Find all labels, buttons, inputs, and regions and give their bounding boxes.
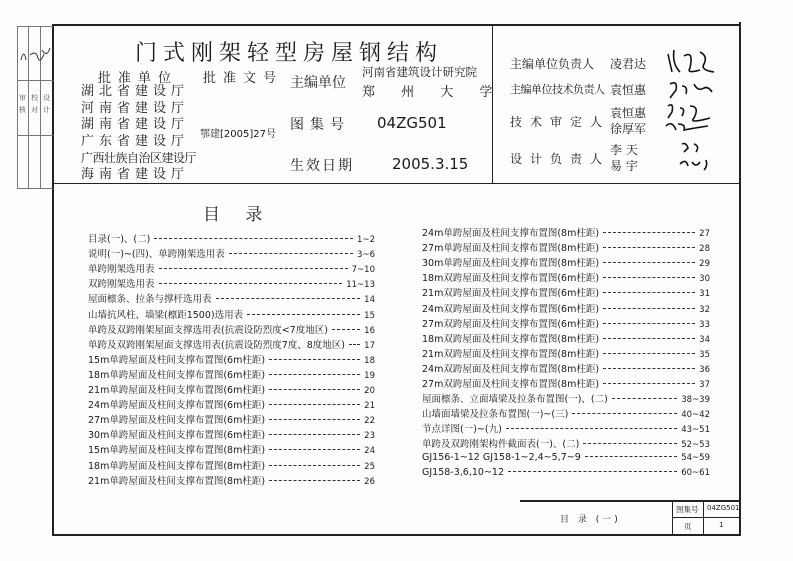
toc-entry-page: 22 <box>364 416 375 427</box>
leader-dashes <box>603 338 695 339</box>
toc-entry-title: 27m双跨屋面及柱间支撑布置图(6m柱距) <box>422 318 600 330</box>
strip-label: 校对 <box>31 94 38 114</box>
toc-entry <box>88 367 375 381</box>
page-number: 1 <box>719 521 724 529</box>
leader-dashes <box>229 253 353 254</box>
toc-entry-title: 目录(一)、(二) <box>88 234 151 245</box>
toc-entry-page: 26 <box>364 476 375 487</box>
toc-entry-title: 24m双跨屋面及柱间支撑布置图(8m柱距) <box>422 363 600 375</box>
toc-entry <box>422 255 710 269</box>
atlas-no-label: 图集号 <box>290 117 350 133</box>
date-label: 生效日期 <box>290 158 354 174</box>
toc-entry-title: 山墙抗风柱、墙梁(檩距1500)选用表 <box>88 309 244 321</box>
toc-entry <box>422 331 710 345</box>
editor: 河南省建筑设计研究院 <box>362 65 477 79</box>
leader-dashes <box>583 443 677 444</box>
toc-entry-page: 14 <box>364 295 375 306</box>
signatures <box>660 44 740 174</box>
toc-entry <box>88 397 375 411</box>
toc-entry-page: 1~2 <box>357 235 375 245</box>
approval-doc-label: 批准文号 <box>203 71 284 86</box>
leader-dashes <box>612 398 677 399</box>
toc-entry <box>422 346 710 360</box>
toc-entry-title: 30m单跨屋面及柱间支撑布置图(8m柱距) <box>422 258 600 270</box>
toc-entry-title: 18m单跨屋面及柱间支撑布置图(6m柱距) <box>88 369 266 381</box>
toc-entry-page: 30 <box>699 274 710 285</box>
toc-entry-page: 34 <box>699 334 710 345</box>
toc-entry-page: 15 <box>364 310 375 321</box>
toc-entry-page: 7~10 <box>351 265 375 276</box>
toc-entry <box>88 412 375 426</box>
leader-dashes <box>603 247 695 248</box>
leader-dashes <box>269 389 360 390</box>
leader-dashes <box>572 413 677 414</box>
editor-label: 主编单位 <box>290 75 346 91</box>
approval-unit: 湖南省建设厅 <box>81 117 190 132</box>
person-name: 李 天 <box>610 143 638 157</box>
toc-entry-page: 18 <box>364 355 375 366</box>
role-label: 技术审定人 <box>510 115 611 129</box>
header-divider <box>492 24 493 183</box>
leader-dashes <box>269 465 360 466</box>
toc-entry <box>422 361 710 375</box>
toc-entry-page: 43~51 <box>681 425 710 436</box>
toc-entry-page: 40~42 <box>681 410 710 421</box>
toc-entry <box>88 261 375 275</box>
toc-entry <box>422 301 710 315</box>
leader-dashes <box>603 323 695 324</box>
role-label: 设计负责人 <box>510 152 611 166</box>
toc-entry <box>422 391 710 405</box>
toc-entry <box>422 452 710 463</box>
leader-dashes <box>269 404 360 405</box>
toc-entry-title: 单跨刚架选用表 <box>88 264 155 276</box>
frame-left <box>52 24 54 536</box>
leader-dashes <box>269 434 360 435</box>
strip-label: 设计 <box>43 94 50 114</box>
leader-dashes <box>603 262 695 263</box>
atlas-no: 04ZG501 <box>377 114 447 132</box>
leader-dashes <box>159 268 348 269</box>
leader-dashes <box>603 292 695 293</box>
title-block-top <box>520 500 740 502</box>
leader-dashes <box>269 359 360 360</box>
approval-doc: 鄂建[2005]27号 <box>200 129 276 140</box>
toc-entry-page: 27 <box>699 229 710 239</box>
toc-entry-page: 25 <box>364 461 375 472</box>
toc-entry <box>88 307 375 321</box>
leader-dashes <box>603 353 695 354</box>
leader-dashes <box>216 298 361 299</box>
approval-units <box>81 84 197 183</box>
toc-entry <box>88 382 375 396</box>
toc-entry-page: 38~39 <box>681 395 710 406</box>
toc-entry <box>422 225 710 239</box>
leader-dashes <box>603 383 695 384</box>
strip-label: 审核 <box>19 94 26 114</box>
toc-entry-page: 16 <box>364 325 375 336</box>
toc-entry-page: 35 <box>699 349 710 360</box>
frame-bottom <box>52 534 740 536</box>
editor: 郑 州 大 学 <box>362 85 504 100</box>
toc-entry-title: 单跨及双跨刚架屋面支撑选用表(抗震设防烈度<7度地区) <box>88 324 328 336</box>
approval-unit: 湖北省建设厅 <box>81 84 190 99</box>
toc-entry-page: 33 <box>699 319 710 330</box>
leader-dashes <box>603 232 695 233</box>
leader-dashes <box>269 480 360 481</box>
toc-entry-page: 19 <box>364 370 375 381</box>
toc-entry <box>422 436 710 450</box>
toc-entry-title: 18m双跨屋面及柱间支撑布置图(8m柱距) <box>422 333 600 345</box>
toc-title: 目 录 <box>203 205 273 225</box>
toc-entry-title: 27m单跨屋面及柱间支撑布置图(6m柱距) <box>88 415 266 427</box>
approval-unit: 广东省建设厅 <box>81 133 190 149</box>
toc-entry <box>422 406 710 420</box>
toc-entry-page: 23 <box>364 431 375 442</box>
person-name: 凌君达 <box>610 57 647 71</box>
toc-entry-title: 15m单跨屋面及柱间支撑布置图(6m柱距) <box>88 354 266 366</box>
toc-entry-title: 24m单跨屋面及柱间支撑布置图(8m柱距) <box>422 228 600 239</box>
toc-entry-page: 20 <box>364 386 375 396</box>
toc-entry-page: 28 <box>699 244 710 255</box>
leader-dashes <box>603 308 695 309</box>
role-label: 主编单位负责人 <box>510 57 595 71</box>
approval-unit: 河南省建设厅 <box>81 100 190 116</box>
toc-entry-page: 37 <box>699 380 710 390</box>
toc-entry <box>88 231 375 245</box>
leader-dashes <box>269 374 360 375</box>
leader-dashes <box>508 471 677 472</box>
atlas-no-label-small: 图集号 <box>676 505 699 514</box>
toc-entry-title: GJ158-3,6,10~12 <box>422 466 504 478</box>
toc-entry <box>422 240 710 254</box>
toc-entry-title: 18m双跨屋面及柱间支撑布置图(6m柱距) <box>422 273 600 285</box>
toc-entry-title: 15m单跨屋面及柱间支撑布置图(8m柱距) <box>88 445 266 457</box>
person-name: 易 宇 <box>610 159 638 173</box>
leader-dashes <box>154 238 353 239</box>
toc-entry <box>88 442 375 456</box>
approval-unit: 广西壮族自治区建设厅 <box>81 151 197 165</box>
leader-dashes <box>585 456 677 457</box>
toc-entry <box>88 246 375 260</box>
header-bottom <box>52 183 740 184</box>
toc-entry <box>422 285 710 299</box>
leader-dashes <box>603 368 695 369</box>
toc-entry-page: 17 <box>364 340 375 351</box>
toc-entry-title: 21m双跨屋面及柱间支撑布置图(8m柱距) <box>422 348 600 360</box>
atlas-title: 门式刚架轻型房屋钢结构 <box>135 41 444 66</box>
toc-entry-title: 24m单跨屋面及柱间支撑布置图(6m柱距) <box>88 400 266 412</box>
strip-signatures <box>18 30 52 70</box>
toc-entry-title: 27m单跨屋面及柱间支撑布置图(8m柱距) <box>422 243 600 255</box>
toc-entry-title: 节点详图(一)~(九) <box>422 424 502 436</box>
toc-entry-page: 60~61 <box>681 467 710 478</box>
page-label: 页 <box>684 522 692 531</box>
toc-entry <box>88 458 375 472</box>
toc-entry <box>422 421 710 435</box>
toc-entry-page: 32 <box>699 304 710 315</box>
toc-entry-title: 屋面檩条、拉条与撑杆选用表 <box>88 294 212 306</box>
toc-entry <box>88 276 375 290</box>
toc-entry <box>88 337 375 351</box>
toc-entry-page: 24 <box>364 446 375 457</box>
toc-entry-title: 屋面檩条、立面墙梁及拉条布置图(一)、(二) <box>422 394 608 406</box>
toc-entry <box>88 352 375 366</box>
toc-entry-page: 31 <box>699 289 710 300</box>
toc-entry-page: 3~6 <box>357 250 375 261</box>
approval-unit: 海南省建设厅 <box>81 166 190 182</box>
toc-entry-title: GJ156-1~12 GJ158-1~2,4~5,7~9 <box>422 451 581 463</box>
toc-entry-title: 单跨及双跨刚架构件截面表(一)、(二) <box>422 439 580 451</box>
effective-date: 2005.3.15 <box>392 155 469 173</box>
role-label: 主编单位技术负责人 <box>510 83 605 96</box>
toc-entry-title: 21m单跨屋面及柱间支撑布置图(8m柱距) <box>88 475 266 487</box>
toc-entry-title: 双跨刚架选用表 <box>88 279 155 291</box>
toc-entry-title: 18m单跨屋面及柱间支撑布置图(8m柱距) <box>88 460 266 472</box>
toc-entry-page: 29 <box>699 259 710 270</box>
leader-dashes <box>159 283 343 284</box>
atlas-no-small: 04ZG501 <box>707 504 740 512</box>
toc-entry-title: 24m双跨屋面及柱间支撑布置图(6m柱距) <box>422 303 600 315</box>
person-name: 袁恒惠 <box>610 106 647 120</box>
leader-dashes <box>603 277 695 278</box>
toc-entry-title: 27m双跨屋面及柱间支撑布置图(8m柱距) <box>422 379 600 390</box>
toc-entry <box>88 427 375 441</box>
toc-entry-title: 说明(一)~(四)、单跨刚架选用表 <box>88 249 225 261</box>
sheet-name: 目 录 (一) <box>560 515 621 525</box>
leader-dashes <box>506 428 677 429</box>
toc-entry-title: 21m单跨屋面及柱间支撑布置图(6m柱距) <box>88 385 266 396</box>
leader-dashes <box>269 419 360 420</box>
toc-entry-title: 30m单跨屋面及柱间支撑布置图(6m柱距) <box>88 430 266 442</box>
leader-dashes <box>269 449 360 450</box>
toc-entry-page: 36 <box>699 364 710 375</box>
toc-entry-page: 21 <box>364 401 375 412</box>
toc-entry-title: 单跨及双跨刚架屋面支撑选用表(抗震设防烈度7度、8度地区) <box>88 339 346 351</box>
approval-unit-label: 批准单位 <box>98 71 179 86</box>
toc-entry-page: 54~59 <box>681 452 710 463</box>
leader-dashes <box>247 314 360 315</box>
toc-entry <box>88 291 375 305</box>
leader-dashes <box>349 344 360 345</box>
person-name: 袁恒惠 <box>610 83 647 97</box>
leader-dashes <box>332 329 360 330</box>
toc-entry-title: 山墙面墙梁及拉条布置图(一)~(三) <box>422 409 569 421</box>
toc-entry-page: 11~13 <box>346 280 375 291</box>
person-name: 徐厚军 <box>610 122 647 136</box>
toc-entry-title: 21m双跨屋面及柱间支撑布置图(6m柱距) <box>422 288 600 300</box>
frame-top <box>52 24 740 26</box>
toc-entry <box>422 376 710 390</box>
toc-entry <box>422 467 710 478</box>
toc-entry <box>88 322 375 336</box>
toc-entry-page: 52~53 <box>681 440 710 451</box>
toc-entry <box>422 316 710 330</box>
toc-entry <box>88 473 375 487</box>
toc-entry <box>422 270 710 284</box>
